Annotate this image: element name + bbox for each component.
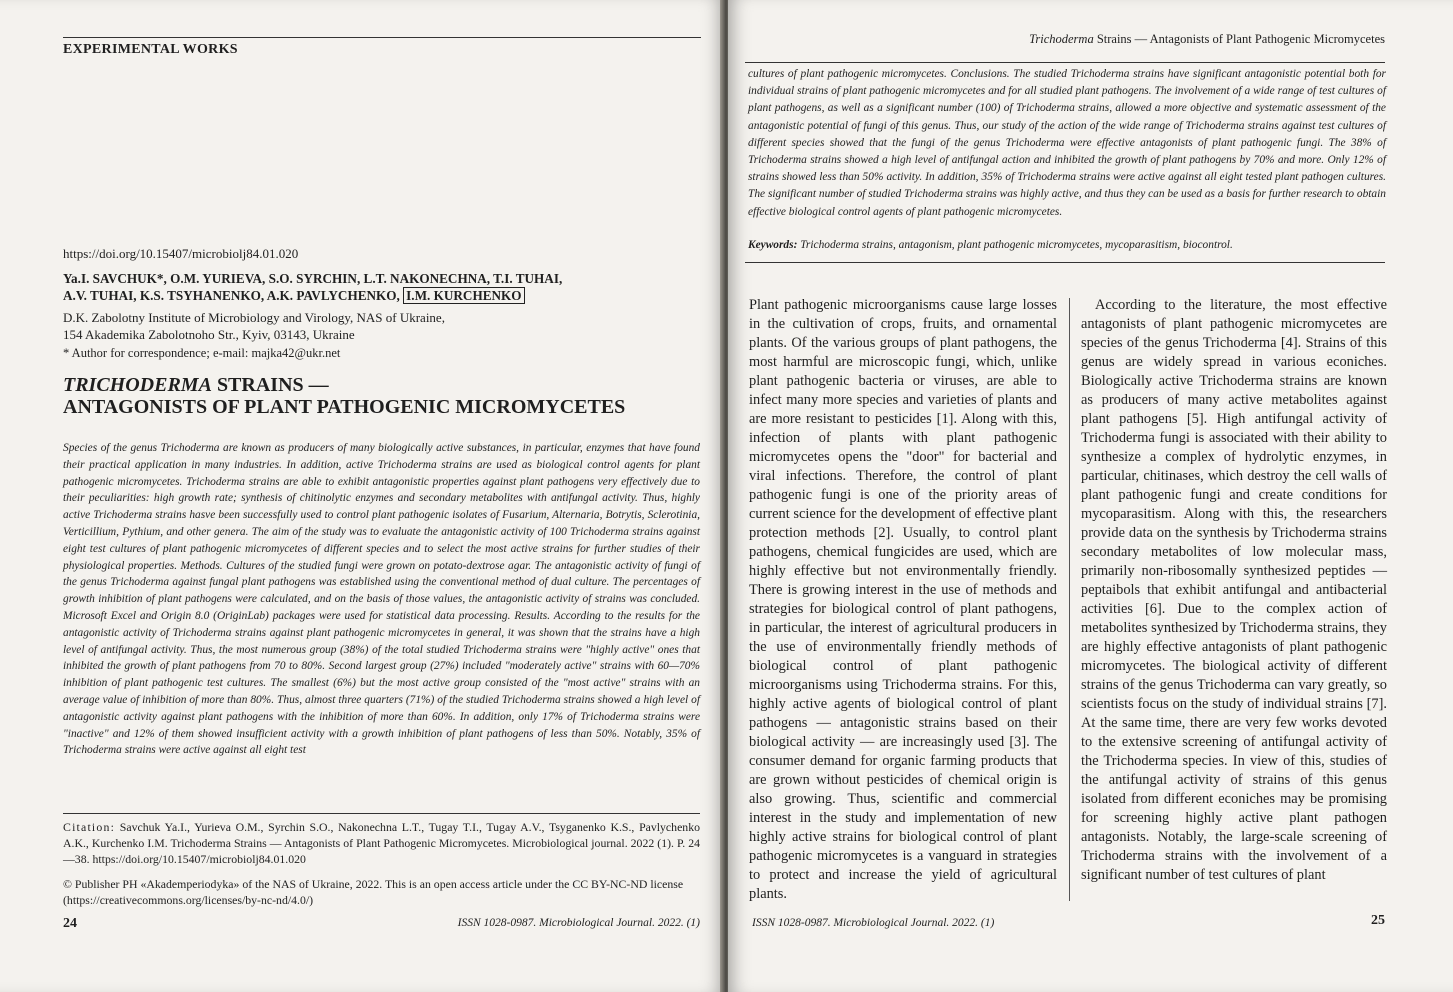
- running-head-italic: Trichoderma: [1029, 32, 1094, 46]
- journal-footer-left: ISSN 1028-0987. Microbiological Journal. 2022. (1): [457, 917, 700, 929]
- body-column-1: [749, 296, 1057, 904]
- column-2-text: According to the literature, the most effective antagonists of plant pathogenic micromycetes are species of the genus Trichoderma [4]. Strains of this genus are widely spread in various econiches. Biologically active Trichoderma strains are known as producers of many active metabolites against plant pathogens [5]. High antifungal activity of Trichoderma fungi is associated with their ability to synthesize a complex of hydrolytic enzymes, in particular, chitinases, which destroy the cell walls of plant pathogenic fungi and create conditions for mycoparasitism. Along with this, the researchers provide data on the synthesis by Trichoderma strains secondary metabolites of low molecular mass, primarily non-ribosomally synthesized peptides — peptaibols that exhibit antifungal and antibacterial activities [6]. Due to the complex action of metabolites synthesized by Trichoderma strains, they are highly effective antagonists of plant pathogenic micromycetes. The biological activity of different strains of the genus Trichoderma can vary greatly, so scientists focus on the study of individual strains [7]. At the same time, there are very few works devoted to the extensive screening of antifungal activity of the Trichoderma species. In view of this, studies of the antifungal activity of strains of this genus isolated from different econiches may be promising for screening highly active plant pathogen antagonists. Notably, the large-scale screening of Trichoderma strains with the involvement of a significant number of test cultures of plant: [1081, 297, 1387, 883]
- citation-label: Citation:: [63, 820, 116, 834]
- page-number-right: 25: [1371, 913, 1385, 928]
- authors-boxed-name: I.M. KURCHENKO: [403, 287, 524, 304]
- title-line-2: ANTAGONISTS OF PLANT PATHOGENIC MICROMYCETES: [63, 396, 626, 418]
- column-divider: [1069, 298, 1070, 901]
- section-label: EXPERIMENTAL WORKS: [63, 42, 238, 57]
- body-column-2: [1081, 296, 1387, 885]
- keywords: [748, 239, 1388, 251]
- column-1-text: Plant pathogenic microorganisms cause large losses in the cultivation of crops, fruits, and ornamental plants. Of the various groups of plant pathogens, the most harmful are microscopic fungi, which, unlike plant pathogenic bacteria or viruses, are able to infect many more species and varieties of plants and are more resistant to pesticides [1]. Along with this, infection of plants with plant pathogenic micromycetes opens the "door" for bacterial and viral infections. Therefore, the control of plant pathogenic fungi is one of the priority areas of current science for the development of effective plant protection methods [2]. Usually, to control plant pathogens, chemical fungicides are used, which are highly effective but not environmentally friendly. There is growing interest in the use of methods and strategies for biological control of plant pathogens, in particular, the interest of agricultural producers in the use of environmentally friendly methods of biological control of plant pathogenic microorganisms using Trichoderma strains. For this, highly active agents of biological control of plant pathogens — antagonistic strains based on their biological activity — are increasingly used [3]. The consumer demand for organic farming products that are grown without pesticides of chemical origin is also growing. Thus, scientific and commercial interest in the study and implementation of new highly active strains for biological control of plant pathogenic micromycetes is a vanguard in strategies to protect and increase the yield of agricultural plants.: [749, 297, 1057, 902]
- running-head: [1029, 32, 1385, 47]
- title-italic: TRICHODERMA: [63, 374, 212, 396]
- doi-link[interactable]: https://doi.org/10.15407/microbiolj84.01.020: [63, 246, 299, 261]
- affiliation-line-2: 154 Akademika Zabolotnoho Str., Kyiv, 03143, Ukraine: [63, 327, 355, 342]
- abstract-continued: cultures of plant pathogenic micromycetes. Conclusions. The studied Trichoderma strains have significant antagonistic potential both for individual strains of plant pathogenic micromycetes and for all studied plant pathogens. The involvement of a wide range of test cultures of plant pathogens, as well as a significant number (100) of Trichoderma strains, allowed a more objective and systematic assessment of the antagonistic potential of fungi of this genus. Thus, our study of the action of the wide range of Trichoderma strains against test cultures of different species showed that the fungi of the genus Trichoderma were effective antagonists of plant pathogenic fungi. The 38% of Trichoderma strains showed a high level of antifungal action and inhibited the growth of plant pathogens by 70% and more. Only 12% of strains showed less than 50% activity. In addition, 35% of Trichoderma strains were active against all eight tested plant pathogen cultures. The significant number of studied Trichoderma strains was highly active, and thus they can be used as a basis for further research to obtain effective biological control agents of plant pathogenic micromycetes.: [748, 68, 1386, 218]
- authors-line-2-text: A.V. TUHAI, K.S. TSYHANENKO, A.K. PAVLYCHENKO,: [63, 288, 400, 303]
- keywords-text: Trichoderma strains, antagonism, plant pathogenic micromycetes, mycoparasitism, biocontrol.: [800, 239, 1233, 251]
- citation-text: Savchuk Ya.I., Yurieva O.M., Syrchin S.O., Nakonechna L.T., Tugay T.I., Tugay A.V., Tsyganenko K.S., Pavlychenko A.K., Kurchenko I.M. Trichoderma Strains — Antagonists of Plant Pathogenic Micromycetes. Microbiological journal. 2022 (1). P. 24—38. https://doi.org/10.15407/microbiolj84.01.020: [63, 820, 701, 866]
- keywords-label: Keywords:: [748, 239, 798, 251]
- running-head-rest: Strains — Antagonists of Plant Pathogenic Micromycetes: [1093, 32, 1385, 46]
- title-rest: STRAINS —: [211, 374, 329, 396]
- license: © Publisher PH «Akademperiodyka» of the NAS of Ukraine, 2022. This is an open access article under the CC BY-NC-ND license (https://creativecommons.org/licenses/by-nc-nd/4.0/): [63, 877, 684, 907]
- keywords-rule: [745, 262, 1385, 263]
- abstract: Species of the genus Trichoderma are known as producers of many biologically active substances, in particular, enzymes that have found their practical application in many industries. In addition, active Trichoderma strains are used as biological control agents for plant pathogenic micromycetes. Trichoderma strains are able to exhibit antagonistic properties against plant pathogens very effectively due to their peculiarities: high growth rate; synthesis of chitinolytic enzymes and secondary metabolites with antifungal activity. Thus, highly active Trichoderma strains hasve been successfully used to control plant pathogenic isolates of Fusarium, Alternaria, Botrytis, Sclerotinia, Verticillium, Pythium, and other genera. The aim of the study was to evaluate the antagonistic activity of 100 Trichoderma strains against eight test cultures of plant pathogenic micromycetes of different species and to select the most active strains for further studies of their physiological properties. Methods. Cultures of the studied fungi were grown on potato-dextrose agar. The antagonistic activity of fungi of the genus Trichoderma against fungal plant pathogens was established using the conventional method of dual culture. The percentages of growth inhibition of plant pathogens were calculated, and on the basis of those values, the antagonistic activity of strains was concluded. Microsoft Excel and Origin 8.0 (OriginLab) packages were used for statistical data processing. Results. According to the results for the antagonistic activity of Trichoderma strains against plant pathogenic micromycetes in general, it was shown that the strains have a high level of antifungal activity. Thus, the most numerous group (38%) of the total studied Trichoderma strains were "highly active" ones that inhibited the growth of plant pathogens from 70 to 80%. Second largest group (27%) included "moderately active" strains with 60—70% inhibition of plant pathogenic test cultures. The smallest (6%) but the most active group consisted of the "most active" strains with an average value of inhibition of more than 80%. Thus, almost three quarters (71%) of the studied Trichoderma strains showed a high level of antagonistic activity against plant pathogens with the inhibition of more than 60%. In addition, only 17% of Trichoderma strains were "inactive" and 12% of them showed insufficient activity with a growth inhibition of plant pathogens of less than 50%. Notably, 35% of Trichoderma strains were active against all eight test: [63, 442, 700, 757]
- affiliation-line-1: D.K. Zabolotny Institute of Microbiology and Virology, NAS of Ukraine,: [63, 310, 445, 325]
- authors-line-1: Ya.I. SAVCHUK*, O.M. YURIEVA, S.O. SYRCHIN, L.T. NAKONECHNA, T.I. TUHAI,: [63, 271, 563, 286]
- page-number-left: 24: [63, 916, 77, 931]
- journal-footer-right: ISSN 1028-0987. Microbiological Journal. 2022. (1): [752, 917, 995, 929]
- correspondence: * Author for correspondence; e-mail: majka42@ukr.net: [63, 346, 341, 360]
- header-rule-right: [745, 62, 1385, 63]
